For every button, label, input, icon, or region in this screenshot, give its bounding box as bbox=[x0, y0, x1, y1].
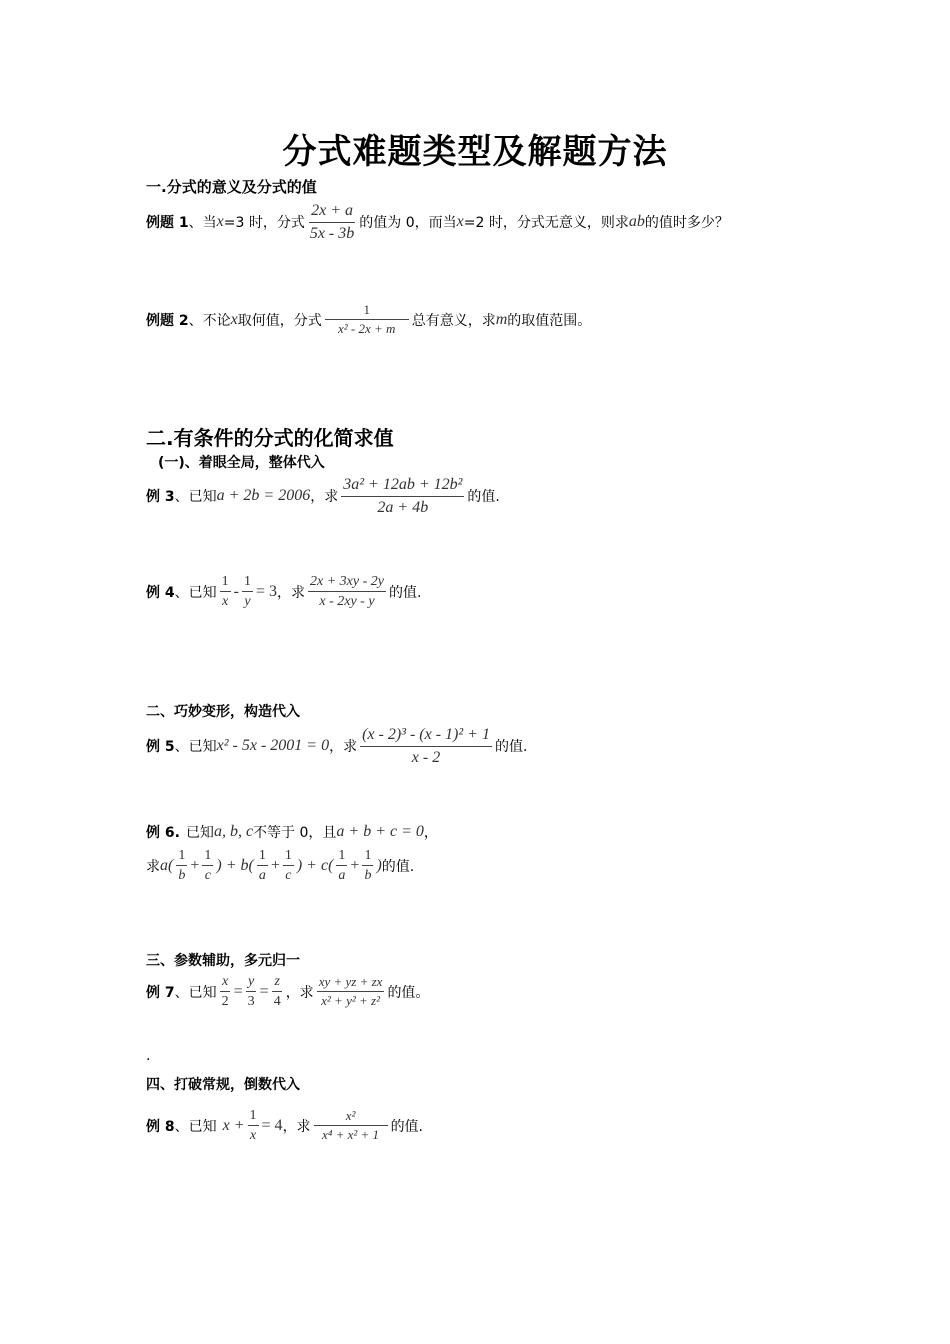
math-var: x bbox=[216, 213, 224, 231]
fraction-numerator: 1 bbox=[336, 848, 347, 866]
operator: + bbox=[190, 856, 200, 874]
fraction-numerator: 1 bbox=[248, 1108, 259, 1126]
fraction-denominator: a bbox=[258, 868, 266, 884]
math-var: x bbox=[230, 310, 238, 328]
text: ，求 bbox=[285, 984, 314, 1001]
text: =3 时，分式 bbox=[223, 215, 305, 232]
fraction bbox=[362, 848, 373, 884]
fraction-numerator: 1 bbox=[362, 848, 373, 866]
text: 总有意义，求 bbox=[411, 312, 496, 329]
example-5 bbox=[146, 726, 527, 766]
fraction bbox=[202, 848, 213, 884]
fraction-denominator: x - 2xy - y bbox=[319, 594, 375, 610]
text: 、当 bbox=[188, 215, 217, 232]
text: 的值. bbox=[381, 858, 415, 875]
text: ，求 bbox=[276, 584, 305, 601]
math-expression: ) + c( bbox=[296, 856, 334, 874]
math-expression: a + b + c = 0 bbox=[336, 823, 424, 840]
fraction bbox=[308, 574, 386, 610]
example-1-label: 例题 1 bbox=[146, 215, 189, 232]
fraction bbox=[220, 974, 231, 1010]
fraction bbox=[325, 303, 409, 337]
math-expression: = 3 bbox=[255, 582, 277, 600]
text: 取何值，分式 bbox=[237, 312, 322, 329]
example-3-label: 例 3 bbox=[146, 489, 175, 506]
fraction-numerator: x bbox=[220, 974, 230, 992]
text: ，求 bbox=[329, 739, 358, 756]
fraction-denominator: 3 bbox=[247, 994, 255, 1010]
math-var: m bbox=[495, 310, 508, 328]
math-expression: x + bbox=[222, 1116, 245, 1134]
text: 的值. bbox=[390, 1118, 424, 1135]
operator: + bbox=[270, 856, 280, 874]
text: 的值。 bbox=[387, 984, 430, 1001]
fraction bbox=[272, 974, 283, 1010]
fraction-denominator: x² + y² + z² bbox=[321, 993, 380, 1009]
fraction-numerator: 1 bbox=[283, 848, 294, 866]
example-7 bbox=[146, 974, 429, 1010]
subsection-4-heading: 四、打破常规，倒数代入 bbox=[146, 1077, 300, 1093]
example-2 bbox=[146, 303, 591, 337]
page-title: 分式难题类型及解题方法 bbox=[282, 132, 668, 172]
text: 、已知 bbox=[174, 1118, 217, 1135]
math-var: x bbox=[456, 213, 464, 231]
fraction-denominator: x - 2 bbox=[411, 748, 441, 766]
fraction-denominator: x² - 2x + m bbox=[338, 321, 396, 337]
example-4-label: 例 4 bbox=[146, 584, 175, 601]
fraction bbox=[242, 574, 253, 610]
fraction bbox=[314, 1109, 388, 1143]
fraction bbox=[248, 1108, 259, 1144]
fraction-denominator: c bbox=[285, 868, 292, 884]
fraction-numerator: 1 bbox=[220, 574, 231, 592]
text: 的值. bbox=[494, 739, 528, 756]
text: =2 时，分式无意义，则求 bbox=[463, 215, 629, 232]
text: 、已知 bbox=[174, 489, 217, 506]
text: 求 bbox=[146, 858, 160, 875]
fraction-denominator: x⁴ + x² + 1 bbox=[322, 1127, 380, 1143]
text: ，求 bbox=[310, 489, 339, 506]
example-8-label: 例 8 bbox=[146, 1118, 175, 1135]
fraction-numerator: 1 bbox=[325, 303, 409, 320]
text: 、不论 bbox=[188, 312, 231, 329]
fraction-numerator: x² bbox=[314, 1109, 388, 1126]
operator: = bbox=[233, 982, 243, 1000]
example-8 bbox=[146, 1108, 423, 1144]
operator: = bbox=[259, 982, 269, 1000]
stray-dot: . bbox=[146, 1048, 151, 1064]
operator: + bbox=[350, 856, 360, 874]
fraction bbox=[336, 848, 347, 884]
text: 不等于 0，且 bbox=[253, 825, 337, 841]
fraction bbox=[283, 848, 294, 884]
fraction bbox=[317, 975, 385, 1009]
example-2-label: 例题 2 bbox=[146, 312, 189, 329]
example-6-line1 bbox=[146, 822, 438, 842]
fraction-numerator: 1 bbox=[176, 848, 187, 866]
fraction bbox=[257, 848, 268, 884]
fraction-denominator: c bbox=[204, 868, 211, 884]
text: 的值时多少？ bbox=[644, 215, 729, 232]
fraction-denominator: 2 bbox=[221, 994, 229, 1010]
fraction-numerator: 1 bbox=[202, 848, 213, 866]
math-expression: a + 2b = 2006 bbox=[216, 487, 311, 505]
fraction-numerator: 1 bbox=[257, 848, 268, 866]
fraction-numerator: z bbox=[272, 974, 281, 992]
text: 、已知 bbox=[174, 584, 217, 601]
example-6-line2 bbox=[146, 848, 414, 884]
fraction-denominator: a bbox=[338, 868, 346, 884]
fraction-numerator: 2x + a bbox=[309, 202, 355, 223]
text: 已知 bbox=[185, 825, 214, 841]
text: 、已知 bbox=[174, 739, 217, 756]
example-6-label: 例 6. bbox=[146, 825, 180, 841]
subsection-2-heading: 二、巧妙变形，构造代入 bbox=[146, 704, 300, 720]
math-expression: ) + b( bbox=[216, 856, 254, 874]
fraction-numerator: (x - 2)³ - (x - 1)² + 1 bbox=[360, 726, 492, 747]
fraction-denominator: x bbox=[222, 594, 229, 610]
operator: - bbox=[233, 582, 239, 600]
math-expression: a( bbox=[160, 856, 174, 874]
fraction-denominator: b bbox=[364, 868, 372, 884]
fraction-denominator: y bbox=[244, 594, 251, 610]
math-expression: x² - 5x - 2001 = 0 bbox=[216, 737, 330, 755]
subsection-1-heading: (一)、着眼全局，整体代入 bbox=[158, 455, 325, 471]
fraction-numerator: xy + yz + zx bbox=[317, 975, 385, 992]
fraction bbox=[341, 476, 464, 516]
fraction-denominator: b bbox=[178, 868, 186, 884]
example-7-label: 例 7 bbox=[146, 984, 175, 1001]
fraction bbox=[176, 848, 187, 884]
fraction bbox=[308, 202, 356, 242]
text: 、已知 bbox=[174, 984, 217, 1001]
fraction-denominator: 4 bbox=[273, 994, 281, 1010]
math-expression: = 4 bbox=[261, 1116, 283, 1134]
example-1 bbox=[146, 202, 729, 242]
text: ， bbox=[423, 825, 438, 841]
example-3 bbox=[146, 476, 500, 516]
fraction-numerator: 3a² + 12ab + 12b² bbox=[341, 476, 464, 497]
fraction-numerator: 1 bbox=[242, 574, 253, 592]
example-5-label: 例 5 bbox=[146, 739, 175, 756]
math-expression: a, b, c bbox=[213, 823, 254, 840]
math-var: ab bbox=[628, 213, 645, 231]
example-4 bbox=[146, 574, 421, 610]
fraction-denominator: 2a + 4b bbox=[377, 498, 429, 516]
text: ，求 bbox=[282, 1118, 311, 1135]
fraction-numerator: 2x + 3xy - 2y bbox=[308, 574, 386, 592]
section1-heading: 一.分式的意义及分式的值 bbox=[146, 178, 317, 196]
section2-heading: 二.有条件的分式的化简求值 bbox=[146, 426, 394, 450]
fraction-numerator: y bbox=[246, 974, 256, 992]
math-expression: ) bbox=[376, 856, 382, 874]
fraction bbox=[360, 726, 492, 766]
text: 的取值范围。 bbox=[507, 312, 592, 329]
text: 的值. bbox=[388, 584, 422, 601]
fraction-denominator: 5x - 3b bbox=[309, 224, 355, 242]
fraction bbox=[246, 974, 257, 1010]
fraction bbox=[220, 574, 231, 610]
subsection-3-heading: 三、参数辅助，多元归一 bbox=[146, 953, 300, 969]
fraction-denominator: x bbox=[249, 1128, 257, 1144]
text: 的值为 0，而当 bbox=[359, 215, 457, 232]
text: 的值. bbox=[467, 489, 500, 506]
